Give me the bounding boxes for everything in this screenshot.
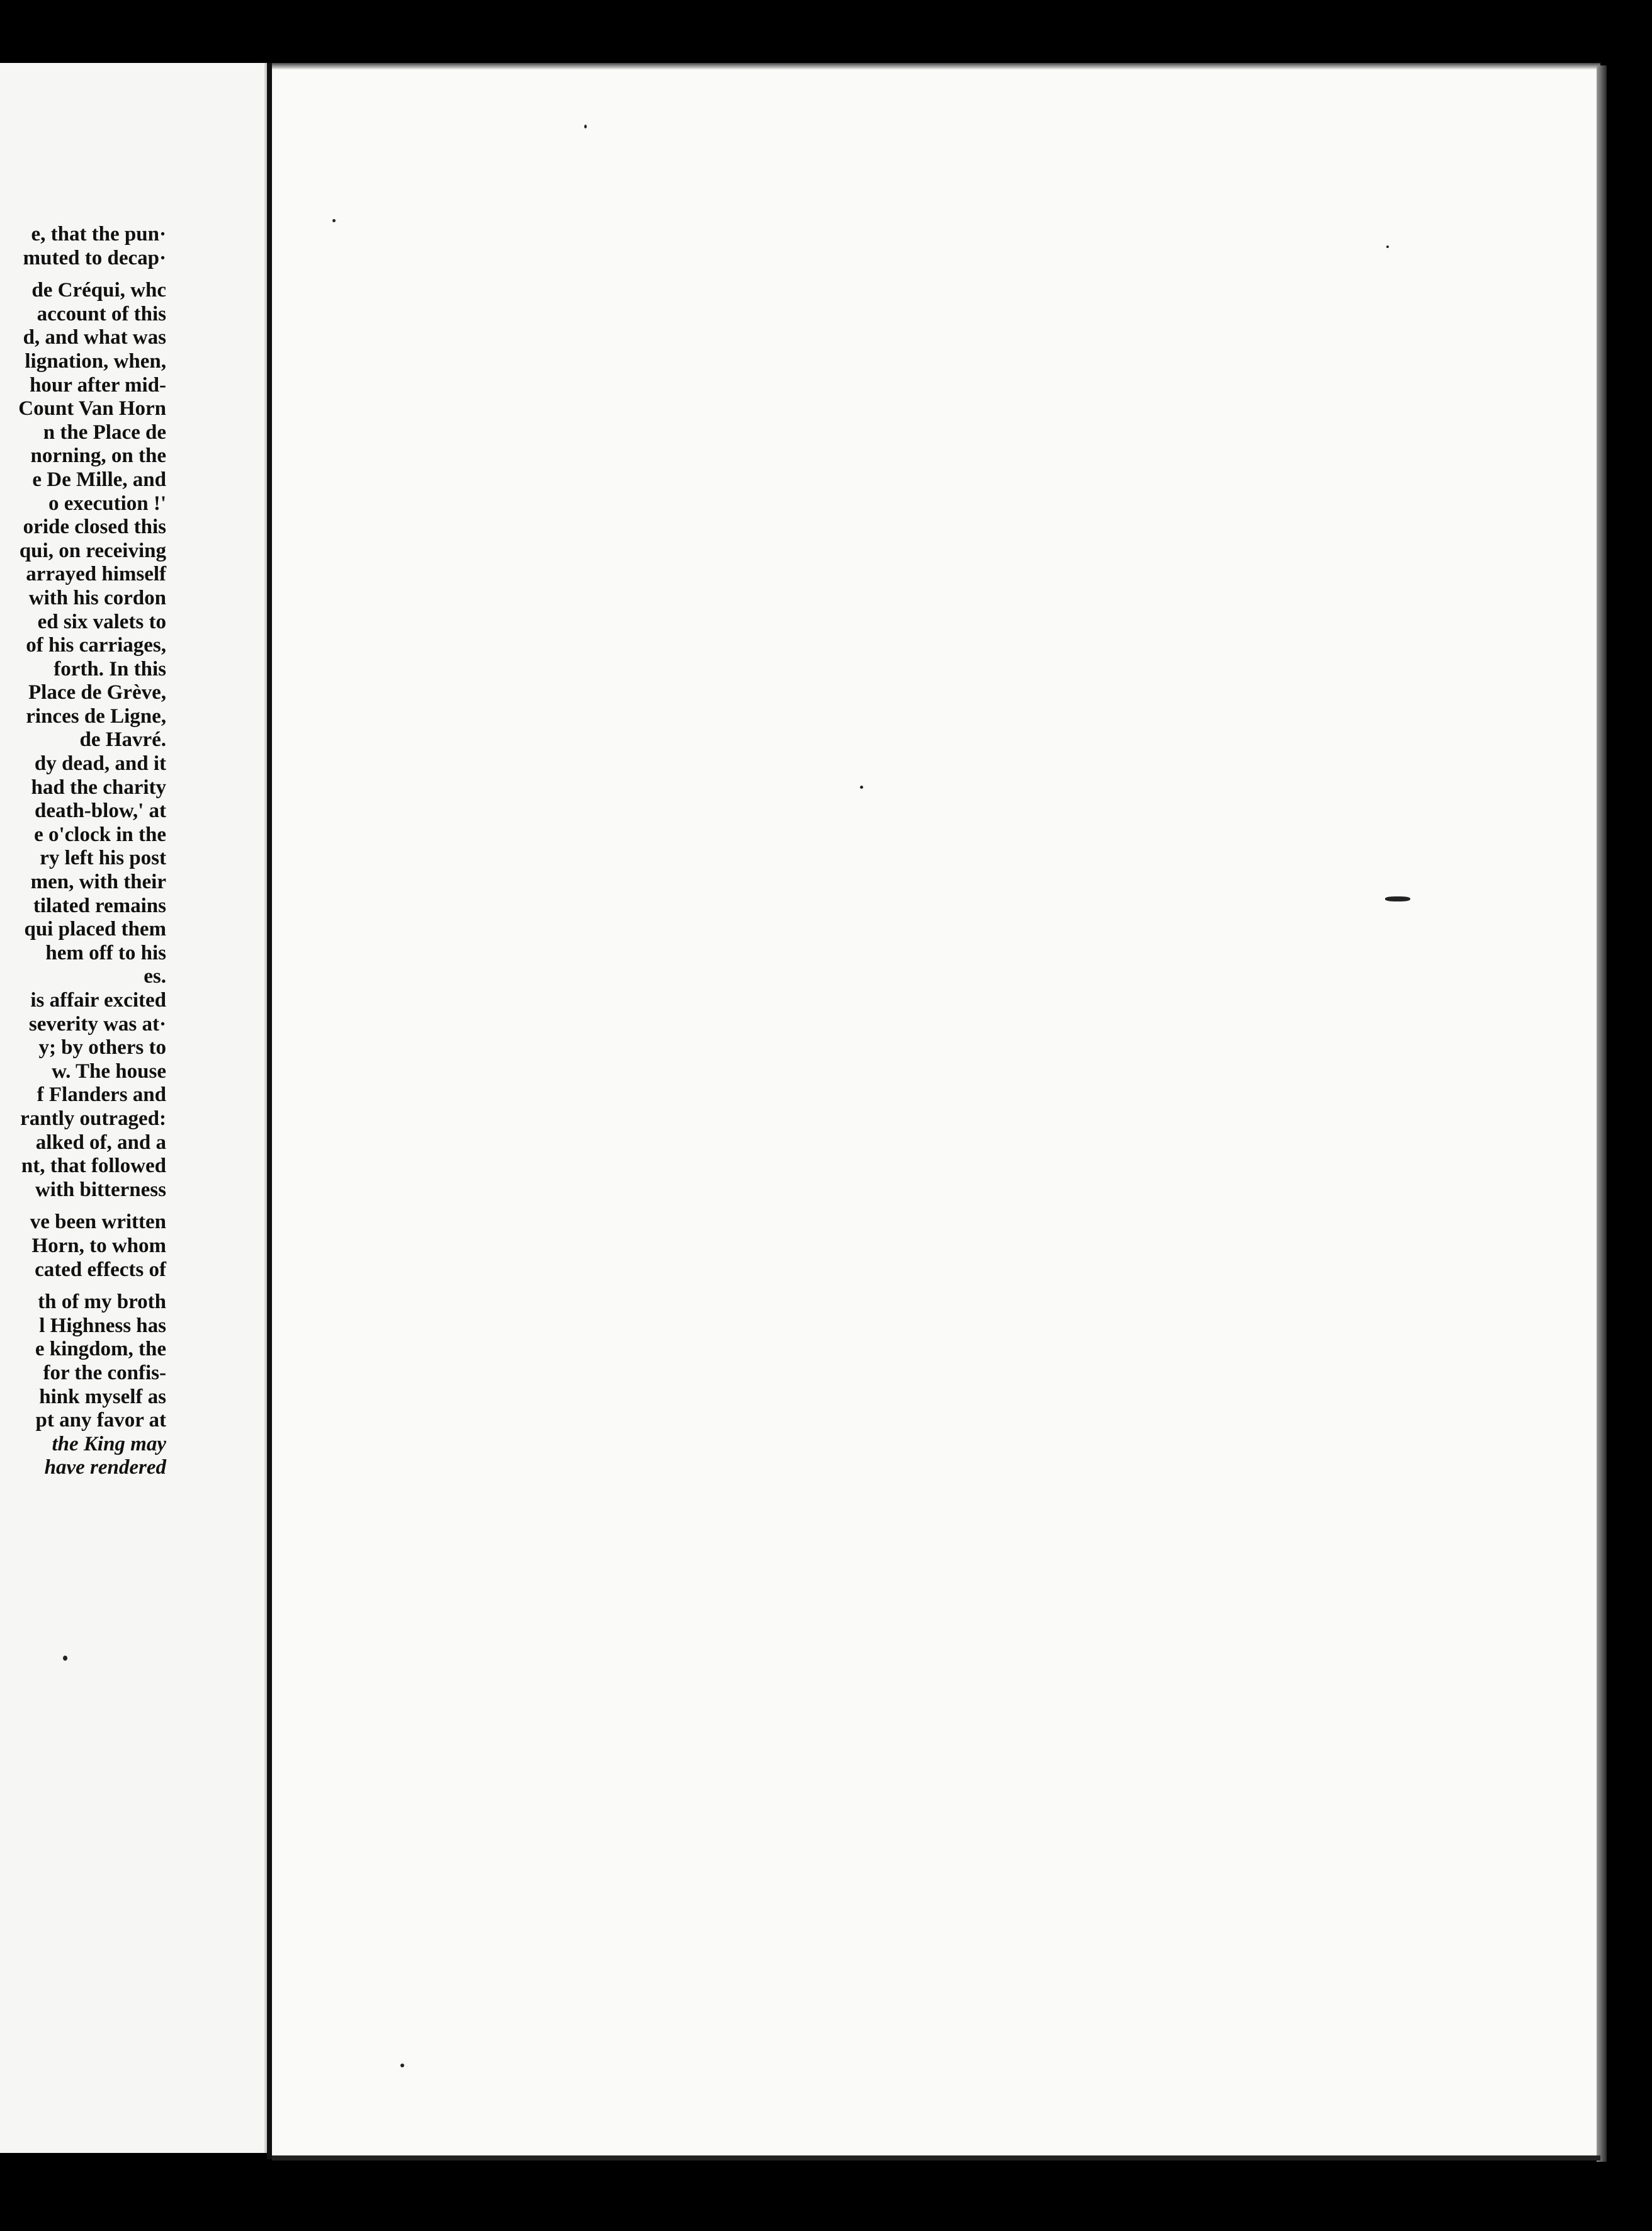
text-line: f Flanders and xyxy=(37,1083,166,1107)
text-line: men, with their xyxy=(30,871,166,894)
text-line: y; by others to xyxy=(38,1036,166,1059)
text-line: Count Van Horn xyxy=(18,397,166,421)
text-line: have rendered xyxy=(44,1456,166,1479)
text-line: death-blow,' at xyxy=(34,799,166,823)
text-line: account of this xyxy=(37,302,166,325)
text-line: e, that the pun· xyxy=(31,223,166,246)
text-line: qui, on receiving xyxy=(19,539,166,562)
text-line: ry left his post xyxy=(40,847,166,870)
speck xyxy=(1386,246,1389,248)
text-line: for the confis- xyxy=(43,1361,166,1384)
text-line: Horn, to whom xyxy=(31,1234,166,1257)
text-line: the King may xyxy=(52,1432,166,1455)
text-line: norning, on the xyxy=(30,444,166,468)
text-line: lignation, when, xyxy=(25,349,166,373)
text-line: rantly outraged: xyxy=(20,1107,166,1130)
text-line: ve been written xyxy=(30,1211,166,1234)
text-line: arrayed himself xyxy=(26,563,166,586)
bottom-page-edge xyxy=(272,2155,1600,2160)
text-line: cated effects of xyxy=(35,1258,166,1281)
text-line: de Havré. xyxy=(79,728,166,752)
text-line: rinces de Ligne, xyxy=(26,704,166,728)
speck xyxy=(332,219,336,222)
text-line: hem off to his xyxy=(45,941,166,964)
text-line: e kingdom, the xyxy=(35,1338,166,1361)
top-page-edge xyxy=(272,63,1600,69)
text-line: w. The house xyxy=(52,1059,166,1083)
text-line: e De Mille, and xyxy=(32,468,166,491)
text-line: pt any favor at xyxy=(35,1409,166,1432)
text-line: oride closed this xyxy=(23,516,166,539)
text-line: of his carriages, xyxy=(26,634,166,657)
text-line: is affair excited xyxy=(30,989,166,1012)
text-line: es. xyxy=(144,965,166,988)
speck xyxy=(1385,896,1410,901)
text-line: qui placed them xyxy=(24,918,166,941)
left-page xyxy=(0,63,269,2153)
text-line: alked of, and a xyxy=(35,1131,166,1154)
text-line: hink myself as xyxy=(39,1385,166,1408)
binding-edge xyxy=(267,63,272,2159)
text-line: n the Place de xyxy=(43,421,166,444)
right-page xyxy=(272,68,1600,2158)
text-line: ed six valets to xyxy=(37,610,166,633)
speck xyxy=(584,125,587,128)
text-line: with his cordon xyxy=(28,586,166,609)
text-line: de Créqui, whc xyxy=(31,279,166,302)
text-line: l Highness has xyxy=(39,1314,166,1337)
text-line: with bitterness xyxy=(35,1178,166,1201)
text-line: d, and what was xyxy=(23,326,166,349)
speck xyxy=(400,2064,404,2067)
text-line: hour after mid- xyxy=(30,373,166,397)
text-line: dy dead, and it xyxy=(34,752,166,776)
text-line: nt, that followed xyxy=(21,1155,166,1178)
text-line: o execution !' xyxy=(48,492,166,515)
text-line: had the charity xyxy=(31,776,166,799)
speck xyxy=(63,1656,67,1661)
right-page-edge xyxy=(1597,65,1607,2162)
text-line: Place de Grève, xyxy=(28,681,166,704)
text-line: tilated remains xyxy=(33,894,166,917)
text-line: th of my broth xyxy=(38,1291,166,1314)
text-line: severity was at· xyxy=(28,1012,166,1036)
text-line: forth. In this xyxy=(54,657,166,681)
text-line: muted to decap· xyxy=(23,246,166,269)
text-line: e o'clock in the xyxy=(34,823,166,846)
speck xyxy=(860,786,863,789)
left-page-text-column xyxy=(0,223,166,1480)
